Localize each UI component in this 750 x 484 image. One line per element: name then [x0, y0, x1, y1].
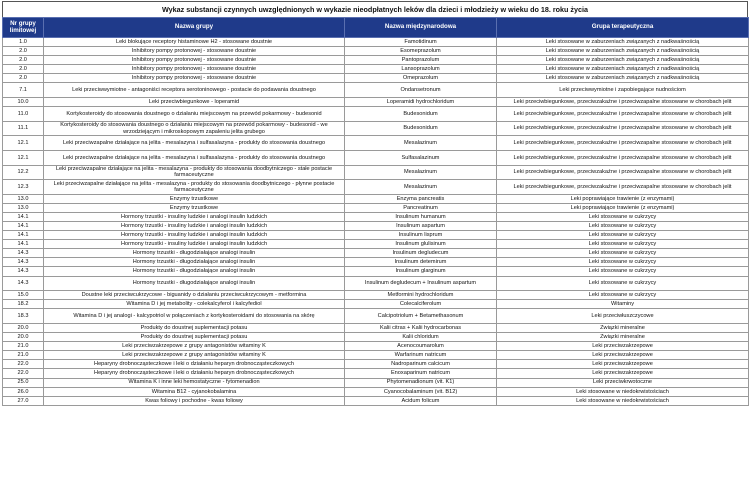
- document-title: Wykaz substancji czynnych uwzględnionych w wykazie nieodpłatnych leków dla dzieci i młodzieży w wieku do 18. roku życia: [2, 1, 748, 17]
- table-row: [3, 378, 749, 387]
- cell-therapeutic-group: Leki przeciwbiegunkowe, przeciwzakaźne i przeciwzapalne stosowane w chorobach jelit: [497, 107, 749, 122]
- cell-therapeutic-group: Leki przeciwbiegunkowe, przeciwzakaźne i przeciwzapalne stosowane w chorobach jelit: [497, 136, 749, 151]
- table-row: [3, 98, 749, 107]
- table-row: [3, 180, 749, 195]
- cell-group-name: Produkty do doustnej suplementacji potasu: [44, 333, 345, 342]
- table-row: [3, 309, 749, 324]
- table-row: [3, 47, 749, 56]
- cell-group-number: 14.3: [3, 276, 44, 291]
- table-row: [3, 222, 749, 231]
- cell-international-name: Phytomenadionum (vit. K1): [345, 378, 497, 387]
- cell-international-name: Insulinum glulisinum: [345, 240, 497, 249]
- cell-therapeutic-group: Leki stosowane w cukrzycy: [497, 212, 749, 221]
- cell-therapeutic-group: Leki stosowane w cukrzycy: [497, 240, 749, 249]
- cell-international-name: Lansoprazolum: [345, 65, 497, 74]
- cell-group-name: Leki przeciwzapalne działające na jelita - mesalazyna i sulfasalazyna - produkty do stosowania doustnego: [44, 136, 345, 151]
- table-row: [3, 267, 749, 276]
- cell-therapeutic-group: Leki poprawiające trawienie (z enzymami): [497, 203, 749, 212]
- cell-therapeutic-group: Leki stosowane w niedokrwistościach: [497, 387, 749, 396]
- cell-international-name: Omeprazolum: [345, 74, 497, 83]
- table-row: [3, 396, 749, 405]
- cell-group-number: 14.3: [3, 258, 44, 267]
- table-row: [3, 351, 749, 360]
- cell-therapeutic-group: Leki przeciwbiegunkowe, przeciwzakaźne i przeciwzapalne stosowane w chorobach jelit: [497, 98, 749, 107]
- cell-group-number: 2.0: [3, 65, 44, 74]
- cell-therapeutic-group: Leki przeciwzakrzepowe: [497, 360, 749, 369]
- cell-therapeutic-group: Leki stosowane w cukrzycy: [497, 258, 749, 267]
- cell-therapeutic-group: Leki stosowane w zaburzeniach związanych z nadkwaśnością: [497, 38, 749, 47]
- cell-group-name: Leki przeciwzakrzepowe z grupy antagonistów witaminy K: [44, 342, 345, 351]
- cell-therapeutic-group: Związki mineralne: [497, 333, 749, 342]
- table-row: [3, 165, 749, 180]
- column-header-group: Nazwa grupy: [44, 18, 345, 38]
- cell-international-name: Metformini hydrochloridum: [345, 291, 497, 300]
- cell-international-name: Insulinum degludecum + Insulinum aspartum: [345, 276, 497, 291]
- cell-therapeutic-group: Leki przeciwbiegunkowe, przeciwzakaźne i przeciwzapalne stosowane w chorobach jelit: [497, 121, 749, 136]
- cell-international-name: Insulinum detemirum: [345, 258, 497, 267]
- cell-group-number: 7.1: [3, 83, 44, 98]
- cell-group-number: 22.0: [3, 369, 44, 378]
- cell-group-number: 26.0: [3, 387, 44, 396]
- table-row: [3, 212, 749, 221]
- cell-international-name: Pancreatinum: [345, 203, 497, 212]
- cell-group-number: 20.0: [3, 333, 44, 342]
- table-body: [3, 38, 749, 406]
- cell-group-name: Witamina D i jej analogi - kalcypotriol w połączeniach z kortykosteroidami do stosowania na skórę: [44, 309, 345, 324]
- cell-group-name: Produkty do doustnej suplementacji potasu: [44, 323, 345, 332]
- cell-international-name: Colecalciferolum: [345, 300, 497, 309]
- cell-group-number: 14.1: [3, 212, 44, 221]
- cell-therapeutic-group: Leki stosowane w zaburzeniach związanych z nadkwaśnością: [497, 47, 749, 56]
- cell-therapeutic-group: Leki poprawiające trawienie (z enzymami): [497, 194, 749, 203]
- cell-group-name: Hormony trzustki - insuliny ludzkie i analogi insulin ludzkich: [44, 222, 345, 231]
- cell-international-name: Calcipotriolum + Betamethasonum: [345, 309, 497, 324]
- cell-group-name: Hormony trzustki - długodziałające analogi insulin: [44, 249, 345, 258]
- cell-group-name: Hormony trzustki - insuliny ludzkie i analogi insulin ludzkich: [44, 240, 345, 249]
- table-row: [3, 369, 749, 378]
- table-row: [3, 107, 749, 122]
- cell-group-name: Witamina D i jej metabolity - colekalcyferol i kalcyfediol: [44, 300, 345, 309]
- table-row: [3, 194, 749, 203]
- cell-international-name: Famotidinum: [345, 38, 497, 47]
- cell-international-name: Ondansetronum: [345, 83, 497, 98]
- cell-international-name: Insulinum degludecum: [345, 249, 497, 258]
- cell-therapeutic-group: Leki przeciwbiegunkowe, przeciwzakaźne i przeciwzapalne stosowane w chorobach jelit: [497, 180, 749, 195]
- cell-group-number: 2.0: [3, 56, 44, 65]
- cell-group-name: Witamina B12 - cyjanokobalamina: [44, 387, 345, 396]
- table-row: [3, 240, 749, 249]
- cell-group-number: 11.1: [3, 121, 44, 136]
- cell-international-name: Mesalazinum: [345, 165, 497, 180]
- table-row: [3, 300, 749, 309]
- cell-international-name: Warfarinum natricum: [345, 351, 497, 360]
- table-row: [3, 291, 749, 300]
- cell-group-number: 12.1: [3, 136, 44, 151]
- cell-international-name: Kalii citras + Kalii hydrocarbonas: [345, 323, 497, 332]
- cell-group-name: Kortykosteroidy do stosowania doustnego o działaniu miejscowym na przewód pokarmowy - budesonid - we wrzodziejącym i mikroskopowym zapaleniu jelita grubego: [44, 121, 345, 136]
- cell-therapeutic-group: Leki stosowane w zaburzeniach związanych z nadkwaśnością: [497, 65, 749, 74]
- cell-group-number: 2.0: [3, 74, 44, 83]
- cell-group-number: 14.1: [3, 231, 44, 240]
- cell-therapeutic-group: Leki przeciwbiegunkowe, przeciwzakaźne i przeciwzapalne stosowane w chorobach jelit: [497, 165, 749, 180]
- table-row: [3, 56, 749, 65]
- cell-group-number: 14.3: [3, 249, 44, 258]
- cell-therapeutic-group: Leki przeciwbiegunkowe, przeciwzakaźne i przeciwzapalne stosowane w chorobach jelit: [497, 150, 749, 165]
- table-row: [3, 38, 749, 47]
- cell-international-name: Pantoprazolum: [345, 56, 497, 65]
- cell-therapeutic-group: Leki przeciwłuszczycowe: [497, 309, 749, 324]
- table-row: [3, 83, 749, 98]
- cell-therapeutic-group: Leki stosowane w zaburzeniach związanych z nadkwaśnością: [497, 56, 749, 65]
- cell-group-number: 12.3: [3, 180, 44, 195]
- cell-therapeutic-group: Leki stosowane w cukrzycy: [497, 291, 749, 300]
- table-row: [3, 231, 749, 240]
- cell-group-name: Hormony trzustki - długodziałające analogi insulin: [44, 267, 345, 276]
- cell-therapeutic-group: Leki przeciwkrwotoczne: [497, 378, 749, 387]
- cell-group-number: 13.0: [3, 203, 44, 212]
- cell-group-number: 21.0: [3, 351, 44, 360]
- cell-therapeutic-group: Leki stosowane w zaburzeniach związanych z nadkwaśnością: [497, 74, 749, 83]
- cell-group-number: 27.0: [3, 396, 44, 405]
- cell-group-name: Leki przeciwwymiotne - antagoniści receptora serotoninowego - postacie do podawania doustnego: [44, 83, 345, 98]
- cell-group-number: 10.0: [3, 98, 44, 107]
- cell-group-name: Witamina K i inne leki hemostatyczne - fytomenadion: [44, 378, 345, 387]
- table-row: [3, 333, 749, 342]
- cell-therapeutic-group: Leki stosowane w cukrzycy: [497, 249, 749, 258]
- cell-international-name: Insulinum glarginum: [345, 267, 497, 276]
- cell-group-name: Doustne leki przeciwcukrzycowe - biguanidy o działaniu przeciwcukrzycowym - metformina: [44, 291, 345, 300]
- table-row: [3, 121, 749, 136]
- cell-international-name: Sulfasalazinum: [345, 150, 497, 165]
- cell-group-name: Inhibitory pompy protonowej - stosowane doustnie: [44, 56, 345, 65]
- column-header-therapeutic-group: Grupa terapeutyczna: [497, 18, 749, 38]
- cell-therapeutic-group: Leki stosowane w niedokrwistościach: [497, 396, 749, 405]
- cell-international-name: Mesalazinum: [345, 180, 497, 195]
- column-header-nr: Nr grupy limitowej: [3, 18, 44, 38]
- cell-therapeutic-group: Związki mineralne: [497, 323, 749, 332]
- cell-group-name: Inhibitory pompy protonowej - stosowane doustnie: [44, 74, 345, 83]
- table-row: [3, 342, 749, 351]
- column-header-international-name: Nazwa międzynarodowa: [345, 18, 497, 38]
- table-row: [3, 150, 749, 165]
- drug-table: [2, 17, 749, 406]
- cell-group-name: Hormony trzustki - długodziałające analogi insulin: [44, 258, 345, 267]
- cell-international-name: Enzyma pancreatis: [345, 194, 497, 203]
- table-row: [3, 258, 749, 267]
- cell-group-name: Leki przeciwzapalne działające na jelita - mesalazyna - produkty do stosowania doodbytniczego - płynne postacie farmaceutyczne: [44, 180, 345, 195]
- cell-group-name: Kortykosteroidy do stosowania doustnego o działaniu miejscowym na przewód pokarmowy - budesonid: [44, 107, 345, 122]
- cell-group-number: 22.0: [3, 360, 44, 369]
- table-row: [3, 136, 749, 151]
- cell-therapeutic-group: Leki przeciwzakrzepowe: [497, 369, 749, 378]
- cell-group-number: 25.0: [3, 378, 44, 387]
- cell-international-name: Enoxaparinum natricum: [345, 369, 497, 378]
- cell-international-name: Insulinum aspartum: [345, 222, 497, 231]
- cell-therapeutic-group: Leki stosowane w cukrzycy: [497, 231, 749, 240]
- cell-group-number: 18.3: [3, 309, 44, 324]
- cell-group-name: Inhibitory pompy protonowej - stosowane doustnie: [44, 65, 345, 74]
- table-header-row: [3, 18, 749, 38]
- cell-group-name: Leki przeciwzapalne działające na jelita - mesalazyna - produkty do stosowania doodbytniczego - stałe postacie farmaceutyczne: [44, 165, 345, 180]
- cell-group-number: 14.1: [3, 240, 44, 249]
- cell-group-name: Leki przeciwbiegunkowe - loperamid: [44, 98, 345, 107]
- cell-international-name: Acenocoumarolum: [345, 342, 497, 351]
- cell-group-name: Hormony trzustki - insuliny ludzkie i analogi insulin ludzkich: [44, 212, 345, 221]
- cell-group-name: Hormony trzustki - długodziałające analogi insulin: [44, 276, 345, 291]
- cell-international-name: Budesonidum: [345, 107, 497, 122]
- cell-therapeutic-group: Leki przeciwwymiotne i zapobiegające nudnościom: [497, 83, 749, 98]
- table-row: [3, 249, 749, 258]
- cell-therapeutic-group: Leki stosowane w cukrzycy: [497, 276, 749, 291]
- cell-international-name: Nadroparinum calcicum: [345, 360, 497, 369]
- cell-group-name: Kwas foliowy i pochodne - kwas foliowy: [44, 396, 345, 405]
- cell-group-name: Enzymy trzustkowe: [44, 203, 345, 212]
- cell-group-number: 11.0: [3, 107, 44, 122]
- cell-international-name: Mesalazinum: [345, 136, 497, 151]
- cell-international-name: Insulinum lisprum: [345, 231, 497, 240]
- cell-group-name: Inhibitory pompy protonowej - stosowane doustnie: [44, 47, 345, 56]
- cell-group-number: 14.3: [3, 267, 44, 276]
- cell-group-name: Leki blokujące receptory histaminowe H2 - stosowane doustnie: [44, 38, 345, 47]
- cell-group-number: 13.0: [3, 194, 44, 203]
- cell-therapeutic-group: Leki przeciwzakrzepowe: [497, 351, 749, 360]
- table-row: [3, 203, 749, 212]
- cell-group-name: Leki przeciwzakrzepowe z grupy antagonistów witaminy K: [44, 351, 345, 360]
- cell-group-number: 14.1: [3, 222, 44, 231]
- table-row: [3, 74, 749, 83]
- table-row: [3, 387, 749, 396]
- cell-therapeutic-group: Leki przeciwzakrzepowe: [497, 342, 749, 351]
- table-row: [3, 360, 749, 369]
- cell-group-name: Hormony trzustki - insuliny ludzkie i analogi insulin ludzkich: [44, 231, 345, 240]
- cell-therapeutic-group: Witaminy: [497, 300, 749, 309]
- cell-group-name: Leki przeciwzapalne działające na jelita - mesalazyna i sulfasalazyna - produkty do stosowania doustnego: [44, 150, 345, 165]
- cell-group-number: 18.2: [3, 300, 44, 309]
- cell-international-name: Budesonidum: [345, 121, 497, 136]
- cell-international-name: Insulinum humanum: [345, 212, 497, 221]
- cell-group-number: 12.2: [3, 165, 44, 180]
- cell-group-name: Heparyny drobnocząsteczkowe i leki o działaniu heparyn drobnocząsteczkowych: [44, 360, 345, 369]
- cell-group-number: 12.1: [3, 150, 44, 165]
- cell-international-name: Acidum folicum: [345, 396, 497, 405]
- cell-group-number: 15.0: [3, 291, 44, 300]
- cell-group-number: 21.0: [3, 342, 44, 351]
- cell-international-name: Esomeprazolum: [345, 47, 497, 56]
- table-row: [3, 276, 749, 291]
- cell-international-name: Cyanocobalaminum (vit. B12): [345, 387, 497, 396]
- table-row: [3, 323, 749, 332]
- table-row: [3, 65, 749, 74]
- cell-therapeutic-group: Leki stosowane w cukrzycy: [497, 222, 749, 231]
- cell-group-name: Heparyny drobnocząsteczkowe i leki o działaniu heparyn drobnocząsteczkowych: [44, 369, 345, 378]
- cell-group-name: Enzymy trzustkowe: [44, 194, 345, 203]
- cell-therapeutic-group: Leki stosowane w cukrzycy: [497, 267, 749, 276]
- cell-group-number: 1.0: [3, 38, 44, 47]
- cell-group-number: 2.0: [3, 47, 44, 56]
- cell-group-number: 20.0: [3, 323, 44, 332]
- cell-international-name: Kalii chloridum: [345, 333, 497, 342]
- cell-international-name: Loperamidi hydrochloridum: [345, 98, 497, 107]
